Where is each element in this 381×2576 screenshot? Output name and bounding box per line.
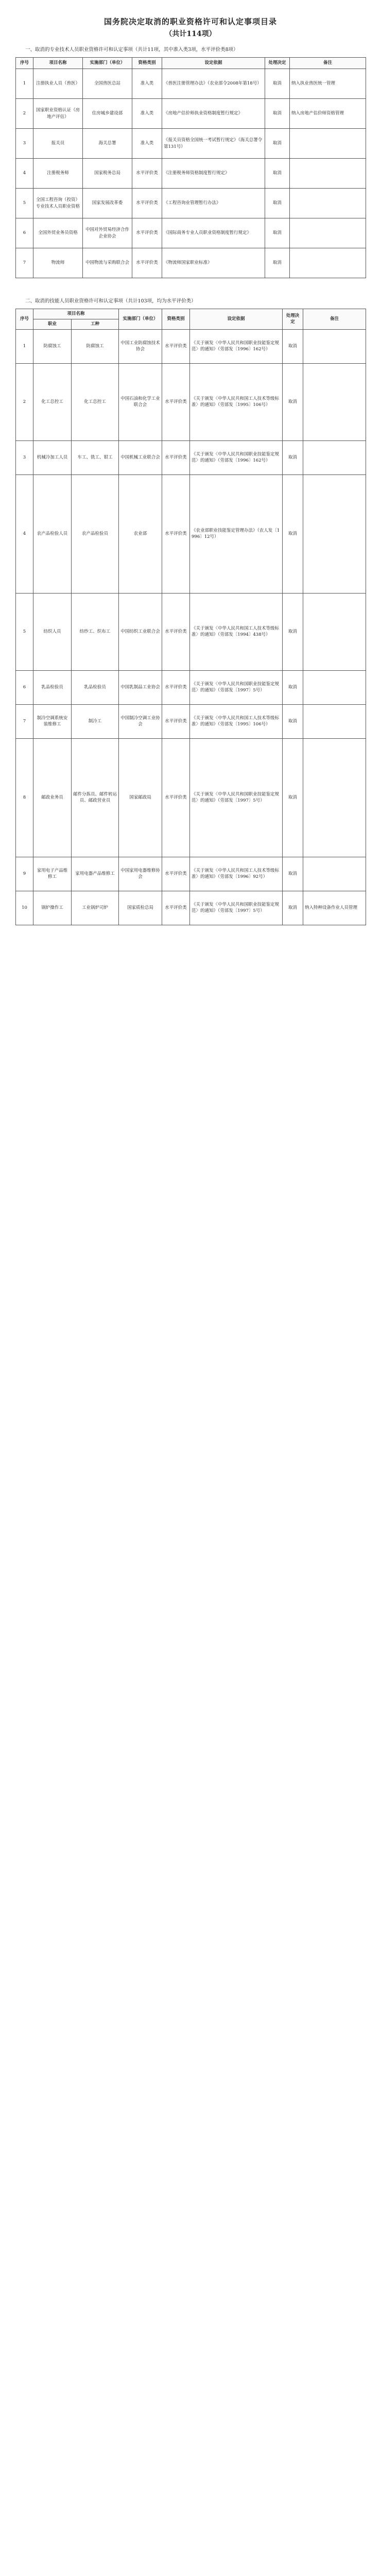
- table-cell: 取消: [283, 474, 303, 593]
- table-cell: 农产品检验员: [72, 474, 119, 593]
- table-cell: 全国兽医总站: [83, 69, 132, 99]
- table-cell: 纺织人员: [33, 593, 72, 670]
- table-cell: 乳品检验员: [72, 670, 119, 704]
- table-cell: 制冷工: [72, 704, 119, 738]
- table-cell: 家用电器产品维修工: [72, 857, 119, 891]
- table-cell: 车工、铣工、钳工: [72, 440, 119, 474]
- table-cell: 海关总署: [83, 129, 132, 159]
- table-cell: 农业部: [119, 474, 162, 593]
- table-cell: 《报关员资格全国统一考试暂行规定》（海关总署令第131号）: [162, 129, 265, 159]
- table-cell: 取消: [283, 857, 303, 891]
- table-cell: 报关员: [33, 129, 83, 159]
- table-cell: 工业锅炉司炉: [72, 891, 119, 925]
- table-cell: 3: [16, 129, 33, 159]
- section1-table: [15, 57, 366, 278]
- col-header: 设定依据: [190, 309, 283, 329]
- table-cell: 中国物流与采购联合会: [83, 248, 132, 278]
- table-cell: 取消: [265, 189, 290, 218]
- table-row: [16, 248, 366, 278]
- document-subtitle: （共计114项）: [165, 30, 216, 38]
- table-row: [16, 670, 366, 704]
- col-header: 项目名称: [33, 58, 83, 69]
- col-header: 序号: [16, 58, 33, 69]
- table-cell: 全国工程咨询（投资）专业技术人员职业资格: [33, 189, 83, 218]
- table-cell: 1: [16, 329, 33, 363]
- table-cell: 国家质检总局: [119, 891, 162, 925]
- col-subheader: 工种: [72, 319, 119, 329]
- table-cell: 取消: [265, 99, 290, 129]
- table-cell: 防腐蚀工: [33, 329, 72, 363]
- table-cell: 2: [16, 99, 33, 129]
- document-title: 国务院决定取消的职业资格许可和认定事项目录: [103, 17, 277, 26]
- section2-heading: 二、取消的技能人员职业资格许可和认定事项（共计103项，均为水平评价类）: [25, 298, 196, 304]
- table-cell: 《关于颁发〈中华人民共和国工人技术等级标准〉的通知》（劳部发〔1994〕438号）: [190, 593, 283, 670]
- table-cell: 中国石油和化学工业联合会: [119, 363, 162, 440]
- table-cell: 化工总控工: [72, 363, 119, 440]
- table-row: [16, 329, 366, 363]
- table-row: [16, 738, 366, 857]
- table-row: [16, 69, 366, 99]
- table-cell: [303, 440, 366, 474]
- table-cell: 物流师: [33, 248, 83, 278]
- table-cell: 《注册税务师资格制度暂行规定》: [162, 159, 265, 189]
- table-cell: 9: [16, 857, 33, 891]
- table-cell: 纺纱工、织布工: [72, 593, 119, 670]
- table-cell: 取消: [283, 440, 303, 474]
- col-header: 处理决定: [265, 58, 290, 69]
- col-header: 序号: [16, 309, 33, 329]
- table-row: [16, 159, 366, 189]
- table-cell: 3: [16, 440, 33, 474]
- table-row: [16, 363, 366, 440]
- table-cell: 2: [16, 363, 33, 440]
- col-header: 处理决定: [283, 309, 303, 329]
- table-cell: 水平评价类: [132, 248, 162, 278]
- table-cell: 家用电子产品维修工: [33, 857, 72, 891]
- col-header: 项目名称: [33, 309, 119, 319]
- table-row: [16, 99, 366, 129]
- col-header: 实施部门（单位）: [119, 309, 162, 329]
- table-cell: 全国外贸业务员资格: [33, 218, 83, 248]
- table-cell: 中国机械工业联合会: [119, 440, 162, 474]
- table-cell: 注册执业人员（兽医）: [33, 69, 83, 99]
- table-cell: 中国对外贸易经济合作企业协会: [83, 218, 132, 248]
- table-cell: 准入类: [132, 69, 162, 99]
- table-cell: 水平评价类: [132, 189, 162, 218]
- table-cell: 取消: [265, 69, 290, 99]
- table-cell: 《国际商务专业人员职业资格制度暂行规定》: [162, 218, 265, 248]
- table-cell: 水平评价类: [132, 159, 162, 189]
- table-row: [16, 474, 366, 593]
- table-cell: 水平评价类: [162, 363, 190, 440]
- table-cell: 制冷空调系统安装维修工: [33, 704, 72, 738]
- table-cell: 7: [16, 704, 33, 738]
- table-cell: 纳入特种设备作业人员管理: [303, 891, 366, 925]
- table-cell: 水平评价类: [162, 593, 190, 670]
- col-header: 资格类别: [162, 309, 190, 329]
- table-cell: [303, 704, 366, 738]
- table-cell: [290, 129, 366, 159]
- table-cell: 国家发展改革委: [83, 189, 132, 218]
- table-cell: 水平评价类: [132, 218, 162, 248]
- table-cell: 取消: [283, 704, 303, 738]
- document-page: [0, 0, 381, 967]
- table-cell: 5: [16, 593, 33, 670]
- table-cell: 准入类: [132, 99, 162, 129]
- table-row: [16, 189, 366, 218]
- table-cell: [303, 670, 366, 704]
- table-cell: 取消: [265, 218, 290, 248]
- table-cell: 《房地产估价师执业资格制度暂行规定》: [162, 99, 265, 129]
- table-cell: 纳入房地产估价师资格管理: [290, 99, 366, 129]
- table-cell: 《关于颁发〈中华人民共和国工人技术等级标准〉的通知》（劳部发〔1995〕106号）: [190, 363, 283, 440]
- table-cell: 水平评价类: [162, 670, 190, 704]
- table-cell: [303, 363, 366, 440]
- table-cell: 机械冷加工人员: [33, 440, 72, 474]
- col-subheader: 职业: [33, 319, 72, 329]
- table-cell: 取消: [265, 129, 290, 159]
- table-cell: [303, 593, 366, 670]
- table-cell: 化工总控工: [33, 363, 72, 440]
- table-cell: 《关于颁发〈中华人民共和国职业技能鉴定规范〉的通知》（劳部发〔1996〕162号）: [190, 329, 283, 363]
- col-header: 实施部门（单位）: [83, 58, 132, 69]
- col-header: 备注: [303, 309, 366, 329]
- table-row: [16, 218, 366, 248]
- table-cell: 取消: [283, 363, 303, 440]
- section2-table: [15, 309, 366, 925]
- table-cell: 《兽医注册管理办法》（农业部令2008年第18号）: [162, 69, 265, 99]
- table-cell: 中国工业防腐蚀技术协会: [119, 329, 162, 363]
- table-cell: [303, 474, 366, 593]
- table-cell: [290, 248, 366, 278]
- section2-table-body: [16, 329, 366, 925]
- table-cell: 4: [16, 474, 33, 593]
- table-cell: 1: [16, 69, 33, 99]
- table-cell: 《关于颁发〈中华人民共和国职业技能鉴定规范〉的通知》（劳部发〔1996〕162号）: [190, 440, 283, 474]
- table-cell: 5: [16, 189, 33, 218]
- table-cell: 纳入执业兽医统一管理: [290, 69, 366, 99]
- table-cell: 防腐蚀工: [72, 329, 119, 363]
- table-cell: 国家职业资格认证（房地产评估）: [33, 99, 83, 129]
- table-cell: 《物流师国家职业标准》: [162, 248, 265, 278]
- table-cell: 《关于颁发〈中华人民共和国职业技能鉴定规范〉的通知》（劳部发〔1997〕5号）: [190, 670, 283, 704]
- table-cell: 水平评价类: [162, 891, 190, 925]
- table-cell: 中国制冷空调工业协会: [119, 704, 162, 738]
- section1-header-row: [16, 58, 366, 69]
- section1-heading: 一、取消的专业技术人员职业资格许可和认定事项（共计11项，其中准入类3项，水平评价类8项）: [25, 47, 238, 53]
- table-cell: 水平评价类: [162, 440, 190, 474]
- table-cell: 水平评价类: [162, 738, 190, 857]
- table-cell: 农产品检验人员: [33, 474, 72, 593]
- table-row: [16, 129, 366, 159]
- table-cell: 取消: [265, 248, 290, 278]
- table-cell: [303, 329, 366, 363]
- table-cell: 6: [16, 218, 33, 248]
- table-cell: [290, 218, 366, 248]
- table-cell: 取消: [283, 593, 303, 670]
- table-cell: 《农业部职业技能鉴定管理办法》（农人发〔1996〕12号）: [190, 474, 283, 593]
- table-cell: 取消: [283, 891, 303, 925]
- table-cell: 《关于颁发〈中华人民共和国工人技术等级标准〉的通知》（劳部发〔1995〕106号）: [190, 704, 283, 738]
- table-cell: 《关于颁发〈中华人民共和国职业技能鉴定规范〉的通知》（劳部发〔1997〕5号）: [190, 891, 283, 925]
- table-cell: [290, 189, 366, 218]
- table-cell: 水平评价类: [162, 857, 190, 891]
- table-cell: 中国纺织工业联合会: [119, 593, 162, 670]
- table-cell: 国家税务总局: [83, 159, 132, 189]
- table-cell: 注册税务师: [33, 159, 83, 189]
- table-cell: 取消: [283, 738, 303, 857]
- table-cell: 国家邮政局: [119, 738, 162, 857]
- table-cell: 中国家用电器维修协会: [119, 857, 162, 891]
- table-cell: 乳品检验员: [33, 670, 72, 704]
- table-row: [16, 704, 366, 738]
- col-header: 设定依据: [162, 58, 265, 69]
- table-row: [16, 440, 366, 474]
- table-cell: 取消: [283, 329, 303, 363]
- section2-header-row: [16, 309, 366, 319]
- table-cell: [303, 738, 366, 857]
- table-cell: 锅炉操作工: [33, 891, 72, 925]
- table-cell: 水平评价类: [162, 329, 190, 363]
- table-row: [16, 593, 366, 670]
- table-cell: 水平评价类: [162, 474, 190, 593]
- table-cell: 取消: [283, 670, 303, 704]
- table-cell: 中国乳制品工业协会: [119, 670, 162, 704]
- table-cell: 7: [16, 248, 33, 278]
- table-cell: 《关于颁发〈中华人民共和国职业技能鉴定规范〉的通知》（劳部发〔1997〕5号）: [190, 738, 283, 857]
- col-header: 资格类别: [132, 58, 162, 69]
- table-cell: 4: [16, 159, 33, 189]
- col-header: 备注: [290, 58, 366, 69]
- table-cell: 准入类: [132, 129, 162, 159]
- table-cell: 8: [16, 738, 33, 857]
- table-cell: 水平评价类: [162, 704, 190, 738]
- table-row: [16, 891, 366, 925]
- table-cell: 《关于颁发〈中华人民共和国工人技术等级标准〉的通知》（劳部发〔1996〕92号）: [190, 857, 283, 891]
- table-cell: 取消: [265, 159, 290, 189]
- table-cell: 6: [16, 670, 33, 704]
- table-cell: 住房城乡建设部: [83, 99, 132, 129]
- table-cell: 邮件分拣员、邮件转运员、邮政营业员: [72, 738, 119, 857]
- section1-table-body: [16, 69, 366, 278]
- table-cell: [303, 857, 366, 891]
- table-row: [16, 857, 366, 891]
- table-cell: 邮政业务员: [33, 738, 72, 857]
- table-cell: 10: [16, 891, 33, 925]
- table-cell: 《工程咨询业管理暂行办法》: [162, 189, 265, 218]
- table-cell: [290, 159, 366, 189]
